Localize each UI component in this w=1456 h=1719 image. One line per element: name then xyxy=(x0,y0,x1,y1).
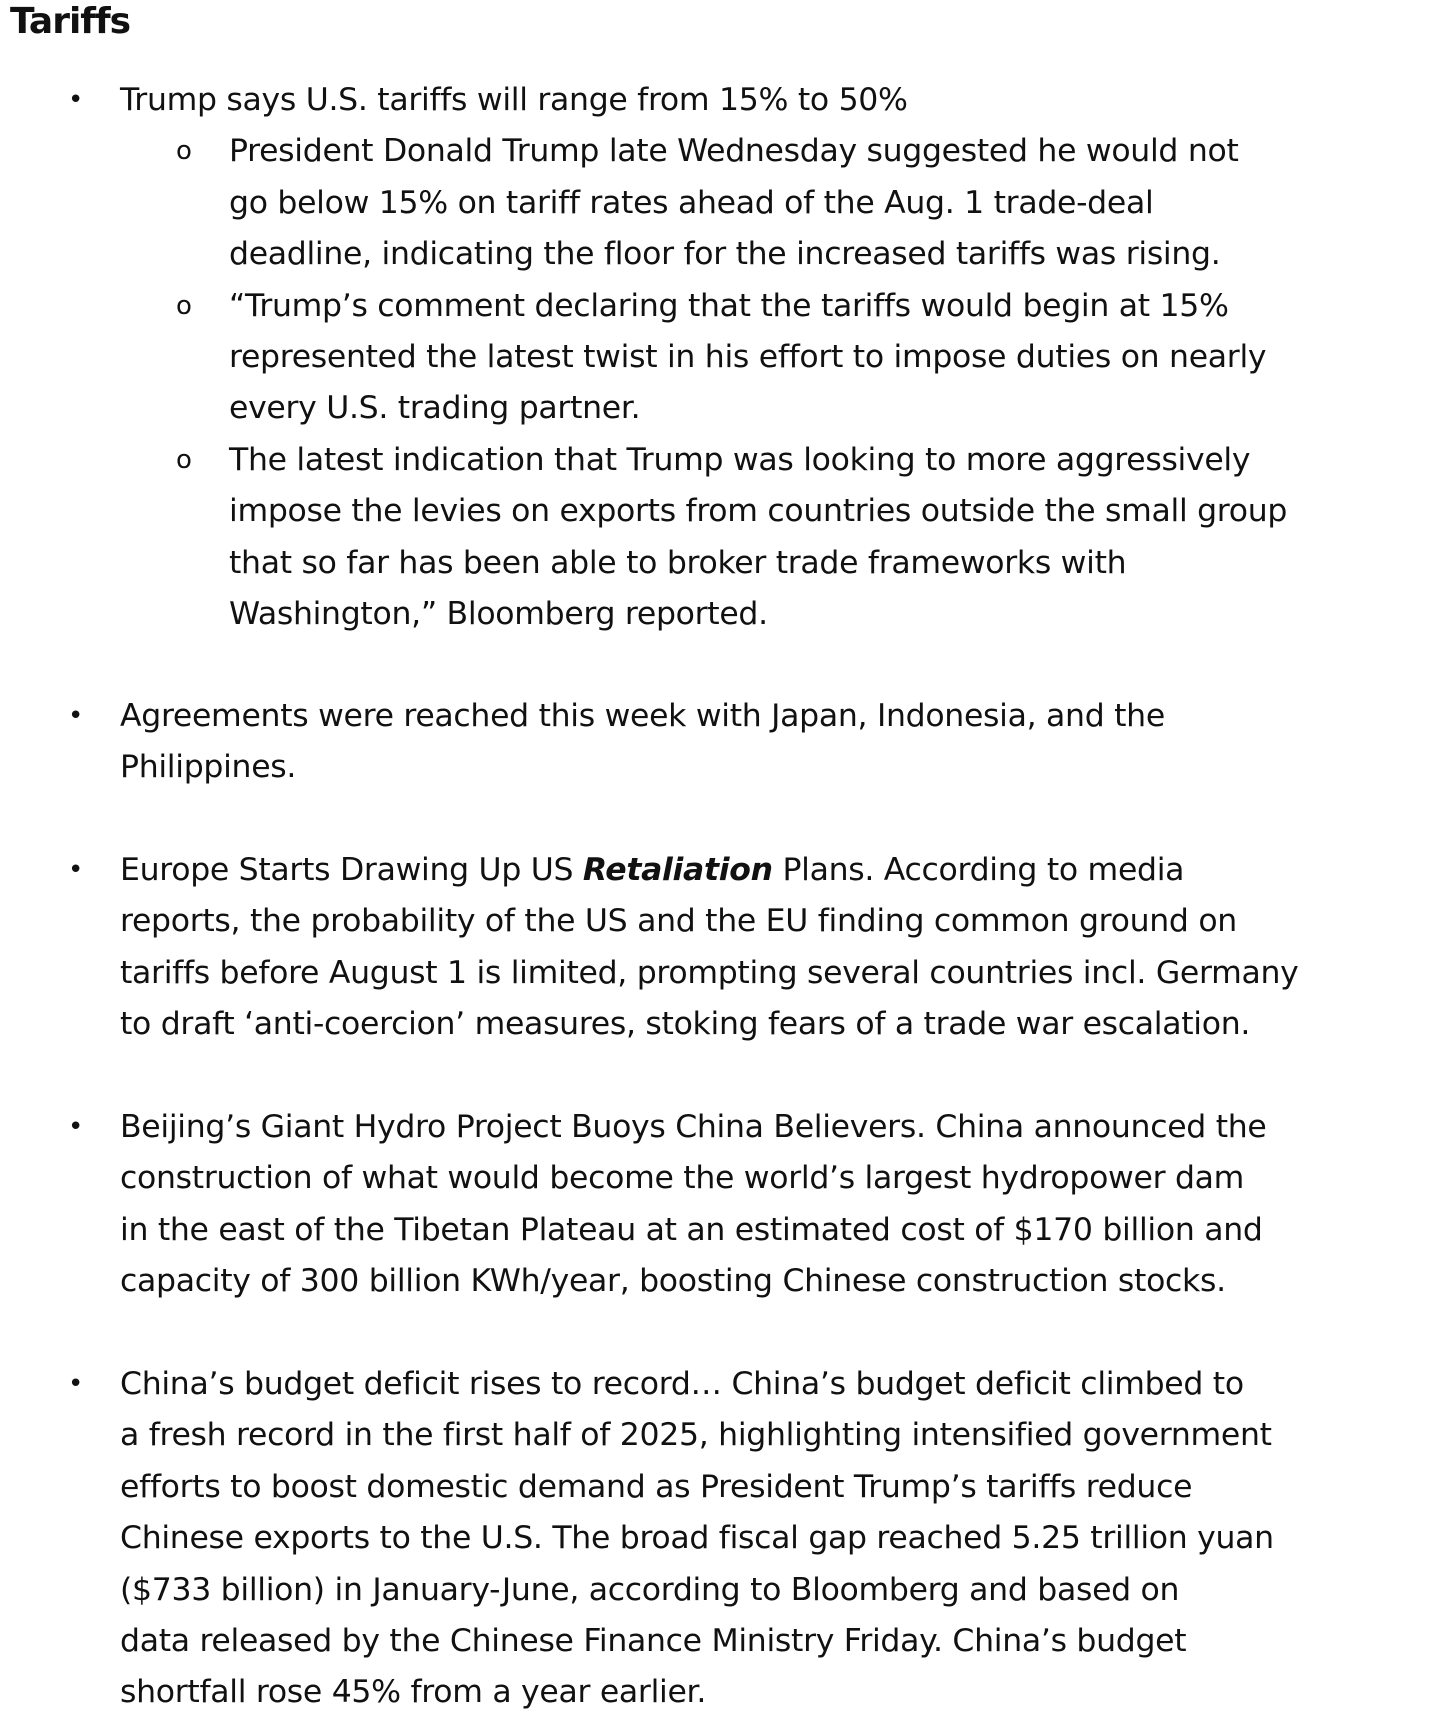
text-line: to draft ‘anti-coercion’ measures, stoking fears of a trade war escalation. xyxy=(120,1006,1251,1043)
text-line: go below 15% on tariff rates ahead of the Aug. 1 trade-deal xyxy=(229,184,1154,221)
bullet-china-deficit xyxy=(0,1359,1456,1719)
bullet-agreements xyxy=(0,691,1456,794)
text-line: shortfall rose 45% from a year earlier. xyxy=(120,1674,707,1711)
sub-bullet-1 xyxy=(0,126,1456,280)
sub-bullet-icon: o xyxy=(176,136,192,167)
text-line: Agreements were reached this week with Japan, Indonesia, and the xyxy=(120,698,1165,734)
text-line: that so far has been able to broker trade frameworks with xyxy=(229,544,1127,581)
bullet-tariff-range xyxy=(0,75,1456,640)
section-title: Tariffs xyxy=(10,1,131,42)
text-segment: Plans. According to media xyxy=(772,852,1185,888)
text-line: tariffs before August 1 is limited, prompting several countries incl. Germany xyxy=(120,954,1299,991)
bullet-icon: • xyxy=(68,855,84,885)
text-line: efforts to boost domestic demand as President Trump’s tariffs reduce xyxy=(120,1468,1193,1505)
sub-bullet-3 xyxy=(0,435,1456,641)
text-line: in the east of the Tibetan Plateau at an estimated cost of $170 billion and xyxy=(120,1211,1263,1248)
text-line: Beijing’s Giant Hydro Project Buoys China Believers. China announced the xyxy=(120,1109,1267,1145)
bullet-icon: • xyxy=(68,1112,84,1142)
text-line: represented the latest twist in his effort to impose duties on nearly xyxy=(229,338,1267,375)
text-line: “Trump’s comment declaring that the tariffs would begin at 15% xyxy=(229,287,1229,324)
text-segment: Europe Starts Drawing Up US xyxy=(120,852,583,888)
text-line: reports, the probability of the US and the EU finding common ground on xyxy=(120,903,1237,940)
bullet-icon: • xyxy=(68,85,84,115)
bullet-europe-retaliation xyxy=(0,845,1456,1051)
text-line: Chinese exports to the U.S. The broad fiscal gap reached 5.25 trillion yuan xyxy=(120,1520,1274,1557)
text-line: construction of what would become the world’s largest hydropower dam xyxy=(120,1160,1245,1197)
text-line: every U.S. trading partner. xyxy=(229,390,641,427)
text-line: capacity of 300 billion KWh/year, boosting Chinese construction stocks. xyxy=(120,1263,1226,1300)
sub-bullet-icon: o xyxy=(176,444,192,475)
text-line: ($733 billion) in January-June, according to Bloomberg and based on xyxy=(120,1571,1180,1608)
text-line xyxy=(0,845,1456,896)
text-line: Washington,” Bloomberg reported. xyxy=(229,595,768,632)
bullet-icon: • xyxy=(68,1369,84,1399)
text-line: China’s budget deficit rises to record… China’s budget deficit climbed to xyxy=(120,1366,1244,1402)
text-line: impose the levies on exports from countries outside the small group xyxy=(229,493,1288,530)
text-line: President Donald Trump late Wednesday suggested he would not xyxy=(229,133,1239,170)
bullet-hydro-project xyxy=(0,1102,1456,1308)
text-line: Philippines. xyxy=(120,749,297,786)
emphasis-text: Retaliation xyxy=(582,852,773,888)
sub-bullet-2 xyxy=(0,281,1456,435)
text-line: The latest indication that Trump was looking to more aggressively xyxy=(229,441,1251,478)
bullet-icon: • xyxy=(68,701,84,731)
text-line: data released by the Chinese Finance Ministry Friday. China’s budget xyxy=(120,1622,1187,1659)
text-line: deadline, indicating the floor for the increased tariffs was rising. xyxy=(229,236,1221,273)
text-line: Trump says U.S. tariffs will range from 15% to 50% xyxy=(120,82,908,118)
sub-bullet-icon: o xyxy=(176,290,192,321)
text-line: a fresh record in the first half of 2025, highlighting intensified government xyxy=(120,1417,1272,1454)
